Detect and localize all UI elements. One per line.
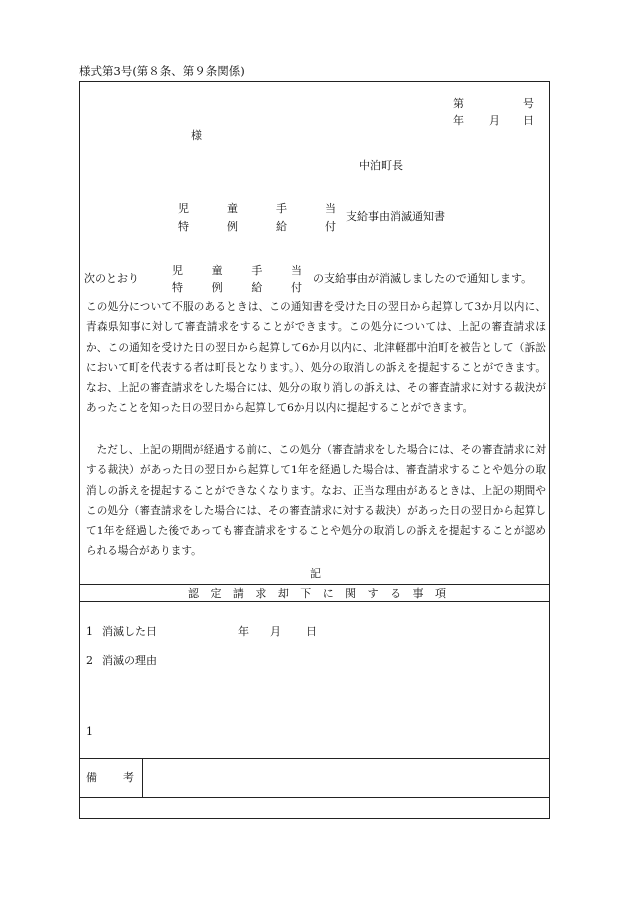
item-1-label: 消滅した日 [102, 625, 157, 638]
notice-allowance-line-2 [172, 282, 302, 293]
char: 認 [188, 587, 199, 600]
notice-suffix: の支給事由が消滅しましたので通知します。 [313, 272, 533, 285]
document-title: 支給事由消滅通知書 [346, 210, 445, 223]
notice-allowance-line-1 [172, 265, 302, 276]
char: 当 [325, 202, 336, 215]
char: に [322, 587, 334, 600]
title-allowance-line-2 [178, 221, 336, 232]
char: 特 [172, 281, 183, 294]
char: 付 [325, 220, 336, 233]
item-1-year: 年 [238, 625, 249, 638]
appeal-paragraph-1: この処分について不服のあるときは、この通知書を受けた日の翌日から起算して3か月以内に、青森県知事に対して審査請求をすることができます。この処分については、上記の審査請求ほか、この通知を受けた日の翌日から起算して6か月以内に、北津軽郡中泊町を被告として（訴訟において町を代表する者は町長となります。）、処分の取消しの訴えを提起することができます。なお、上記の審査請求をした場合には、処分の取り消しの訴えは、その審査請求に対する裁決があったことを知った日の翌日から起算して6か月以内に提起することができます。 [86, 301, 546, 415]
char: 給 [276, 220, 287, 233]
char: 児 [178, 202, 189, 215]
number-suffix: 号 [523, 97, 534, 110]
char: 事 [412, 587, 424, 600]
item-1-day: 日 [306, 625, 317, 638]
section-top-border [79, 584, 550, 585]
remarks-divider [142, 758, 143, 797]
char: 童 [227, 202, 238, 215]
char: 備 [86, 771, 97, 784]
char: 童 [211, 264, 223, 277]
form-title: 様式第3号(第８条、第９条関係) [79, 64, 245, 78]
section-heading [188, 588, 446, 599]
char: 例 [211, 281, 223, 294]
char: す [367, 587, 379, 600]
remarks-top-border [79, 758, 550, 759]
date-year: 年 [453, 114, 464, 127]
char: 関 [345, 587, 357, 600]
char: 例 [227, 220, 238, 233]
char: 付 [290, 281, 302, 294]
notice-prefix: 次のとおり [84, 272, 139, 285]
char: 請 [232, 587, 244, 600]
char: 考 [123, 771, 134, 784]
char: 特 [178, 220, 189, 233]
char: 手 [276, 202, 287, 215]
char: る [390, 587, 402, 600]
date-month: 月 [489, 114, 500, 127]
char: 却 [277, 587, 289, 600]
title-allowance-line-1 [178, 203, 336, 214]
remarks-label [86, 772, 134, 783]
char: 求 [255, 587, 267, 600]
char: 下 [300, 587, 312, 600]
recipient-honorific: 様 [191, 129, 202, 142]
item-1-month: 月 [270, 625, 281, 638]
record-heading: 記 [310, 567, 321, 580]
char: 項 [434, 587, 446, 600]
char: 定 [210, 587, 222, 600]
appeal-paragraph-2: ただし、上記の期間が経過する前に、この処分（審査請求をした場合には、その審査請求に対する裁決）があった日の翌日から起算して1年を経過した場合は、審査請求することや処分の取消しの訴えを提起することができなくなります。なお、正当な理由があるときは、上記の期間やこの処分（審査請求をした場合には、その審査請求に対する裁決）があった日の翌日から起算して1年を経過した後であっても審査請求をすることや処分の取消しの訴えを提起することが認められる場合があります。 [86, 444, 546, 558]
item-3-number: 1 [86, 725, 93, 738]
issuer-name: 中泊町長 [359, 159, 403, 172]
item-2-label: 消滅の理由 [102, 654, 157, 667]
date-day: 日 [523, 114, 534, 127]
char: 給 [251, 281, 263, 294]
number-prefix: 第 [453, 97, 464, 110]
remarks-bottom-border [79, 797, 550, 798]
item-2-number: 2 [86, 654, 93, 667]
char: 手 [251, 264, 263, 277]
section-heading-border [79, 601, 550, 602]
char: 当 [290, 264, 302, 277]
char: 児 [172, 264, 183, 277]
item-1-number: 1 [86, 625, 93, 638]
